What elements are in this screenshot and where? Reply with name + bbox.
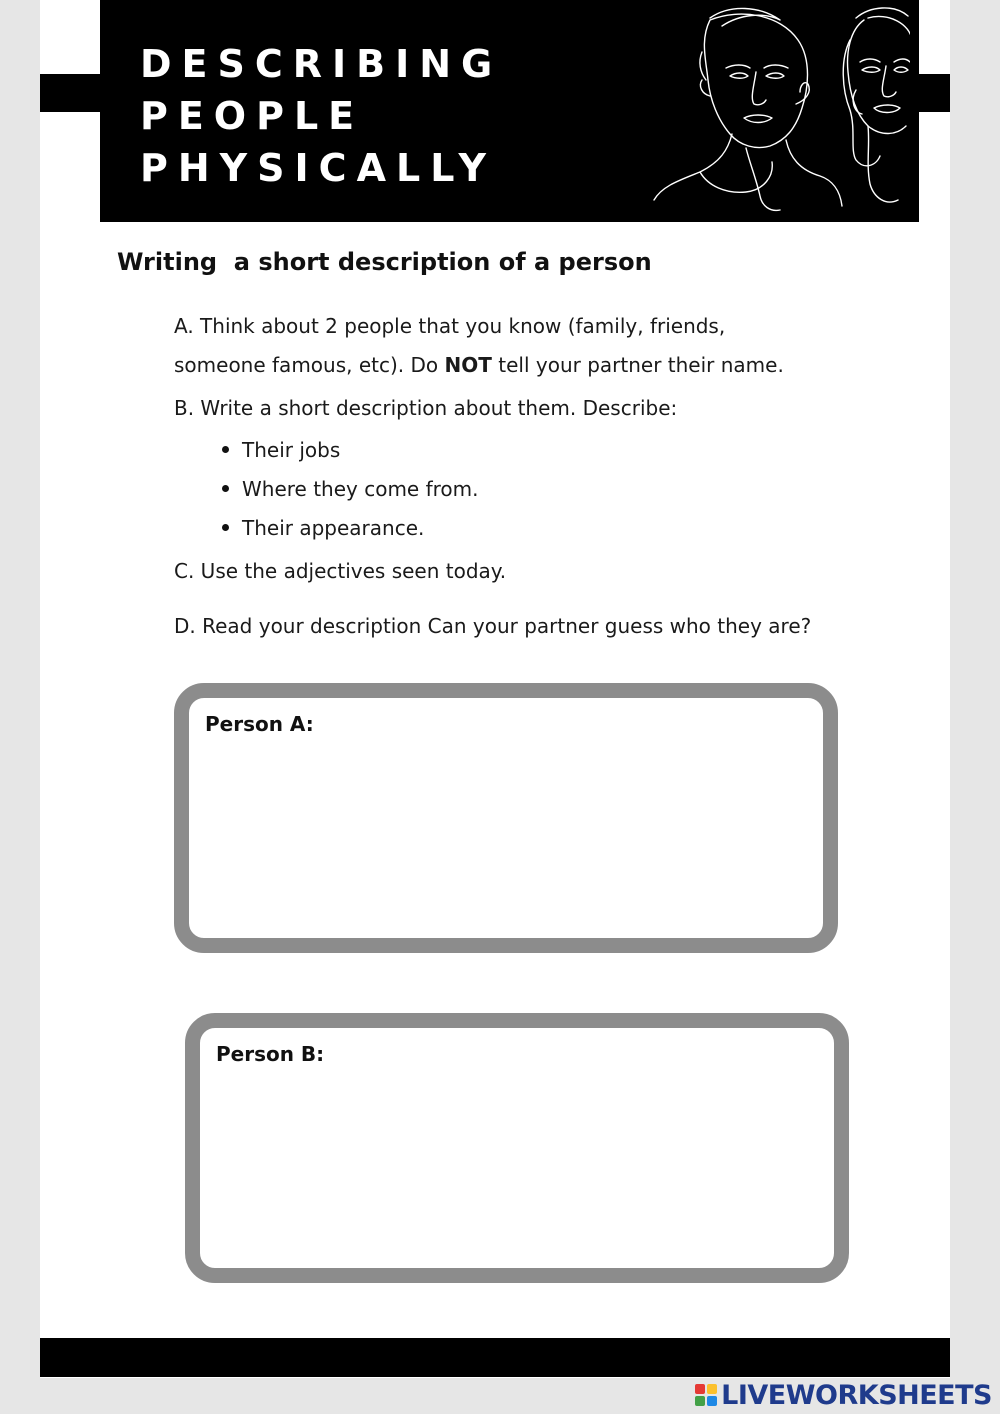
instruction-a-line-1: A. Think about 2 people that you know (family, friends, xyxy=(174,314,726,338)
logo-square-green xyxy=(695,1396,705,1406)
bullet-text-origin: Where they come from. xyxy=(242,477,479,501)
person-a-label: Person A: xyxy=(205,712,314,736)
bullet-text-appearance: Their appearance. xyxy=(242,516,425,540)
instruction-a-text-before: someone famous, etc). Do xyxy=(174,353,445,377)
person-b-label: Person B: xyxy=(216,1042,325,1066)
instruction-b: B. Write a short description about them. Describe: xyxy=(174,396,678,420)
bullet-dot-icon xyxy=(222,524,229,531)
title-line-1: DESCRIBING xyxy=(140,42,503,86)
instruction-a-text-after: tell your partner their name. xyxy=(491,353,784,377)
instruction-d: D. Read your description Can your partner guess who they are? xyxy=(174,614,812,638)
footer-band xyxy=(40,1338,950,1377)
bullet-item xyxy=(222,477,479,501)
bullet-text-jobs: Their jobs xyxy=(242,438,341,462)
logo-square-yellow xyxy=(707,1384,717,1394)
header-banner xyxy=(100,0,919,222)
person-b-answer-box[interactable] xyxy=(185,1013,849,1283)
liveworksheets-watermark xyxy=(695,1378,992,1412)
watermark-text: LIVEWORKSHEETS xyxy=(721,1379,992,1411)
instruction-a-emphasis: NOT xyxy=(444,353,492,377)
title-line-3: PHYSICALLY xyxy=(140,146,496,190)
bullet-dot-icon xyxy=(222,485,229,492)
title-line-2: PEOPLE xyxy=(140,94,365,138)
bullet-dot-icon xyxy=(222,446,229,453)
instruction-a-line-2 xyxy=(174,353,784,377)
logo-square-blue xyxy=(707,1396,717,1406)
liveworksheets-logo-icon xyxy=(695,1384,717,1406)
instruction-c: C. Use the adjectives seen today. xyxy=(174,559,507,583)
worksheet-title xyxy=(140,38,502,194)
bullet-item xyxy=(222,438,340,462)
logo-square-red xyxy=(695,1384,705,1394)
bullet-item xyxy=(222,516,424,540)
person-a-answer-box[interactable] xyxy=(174,683,838,953)
line-art-faces-illustration xyxy=(550,0,910,222)
section-heading: Writing a short description of a person xyxy=(117,248,652,276)
